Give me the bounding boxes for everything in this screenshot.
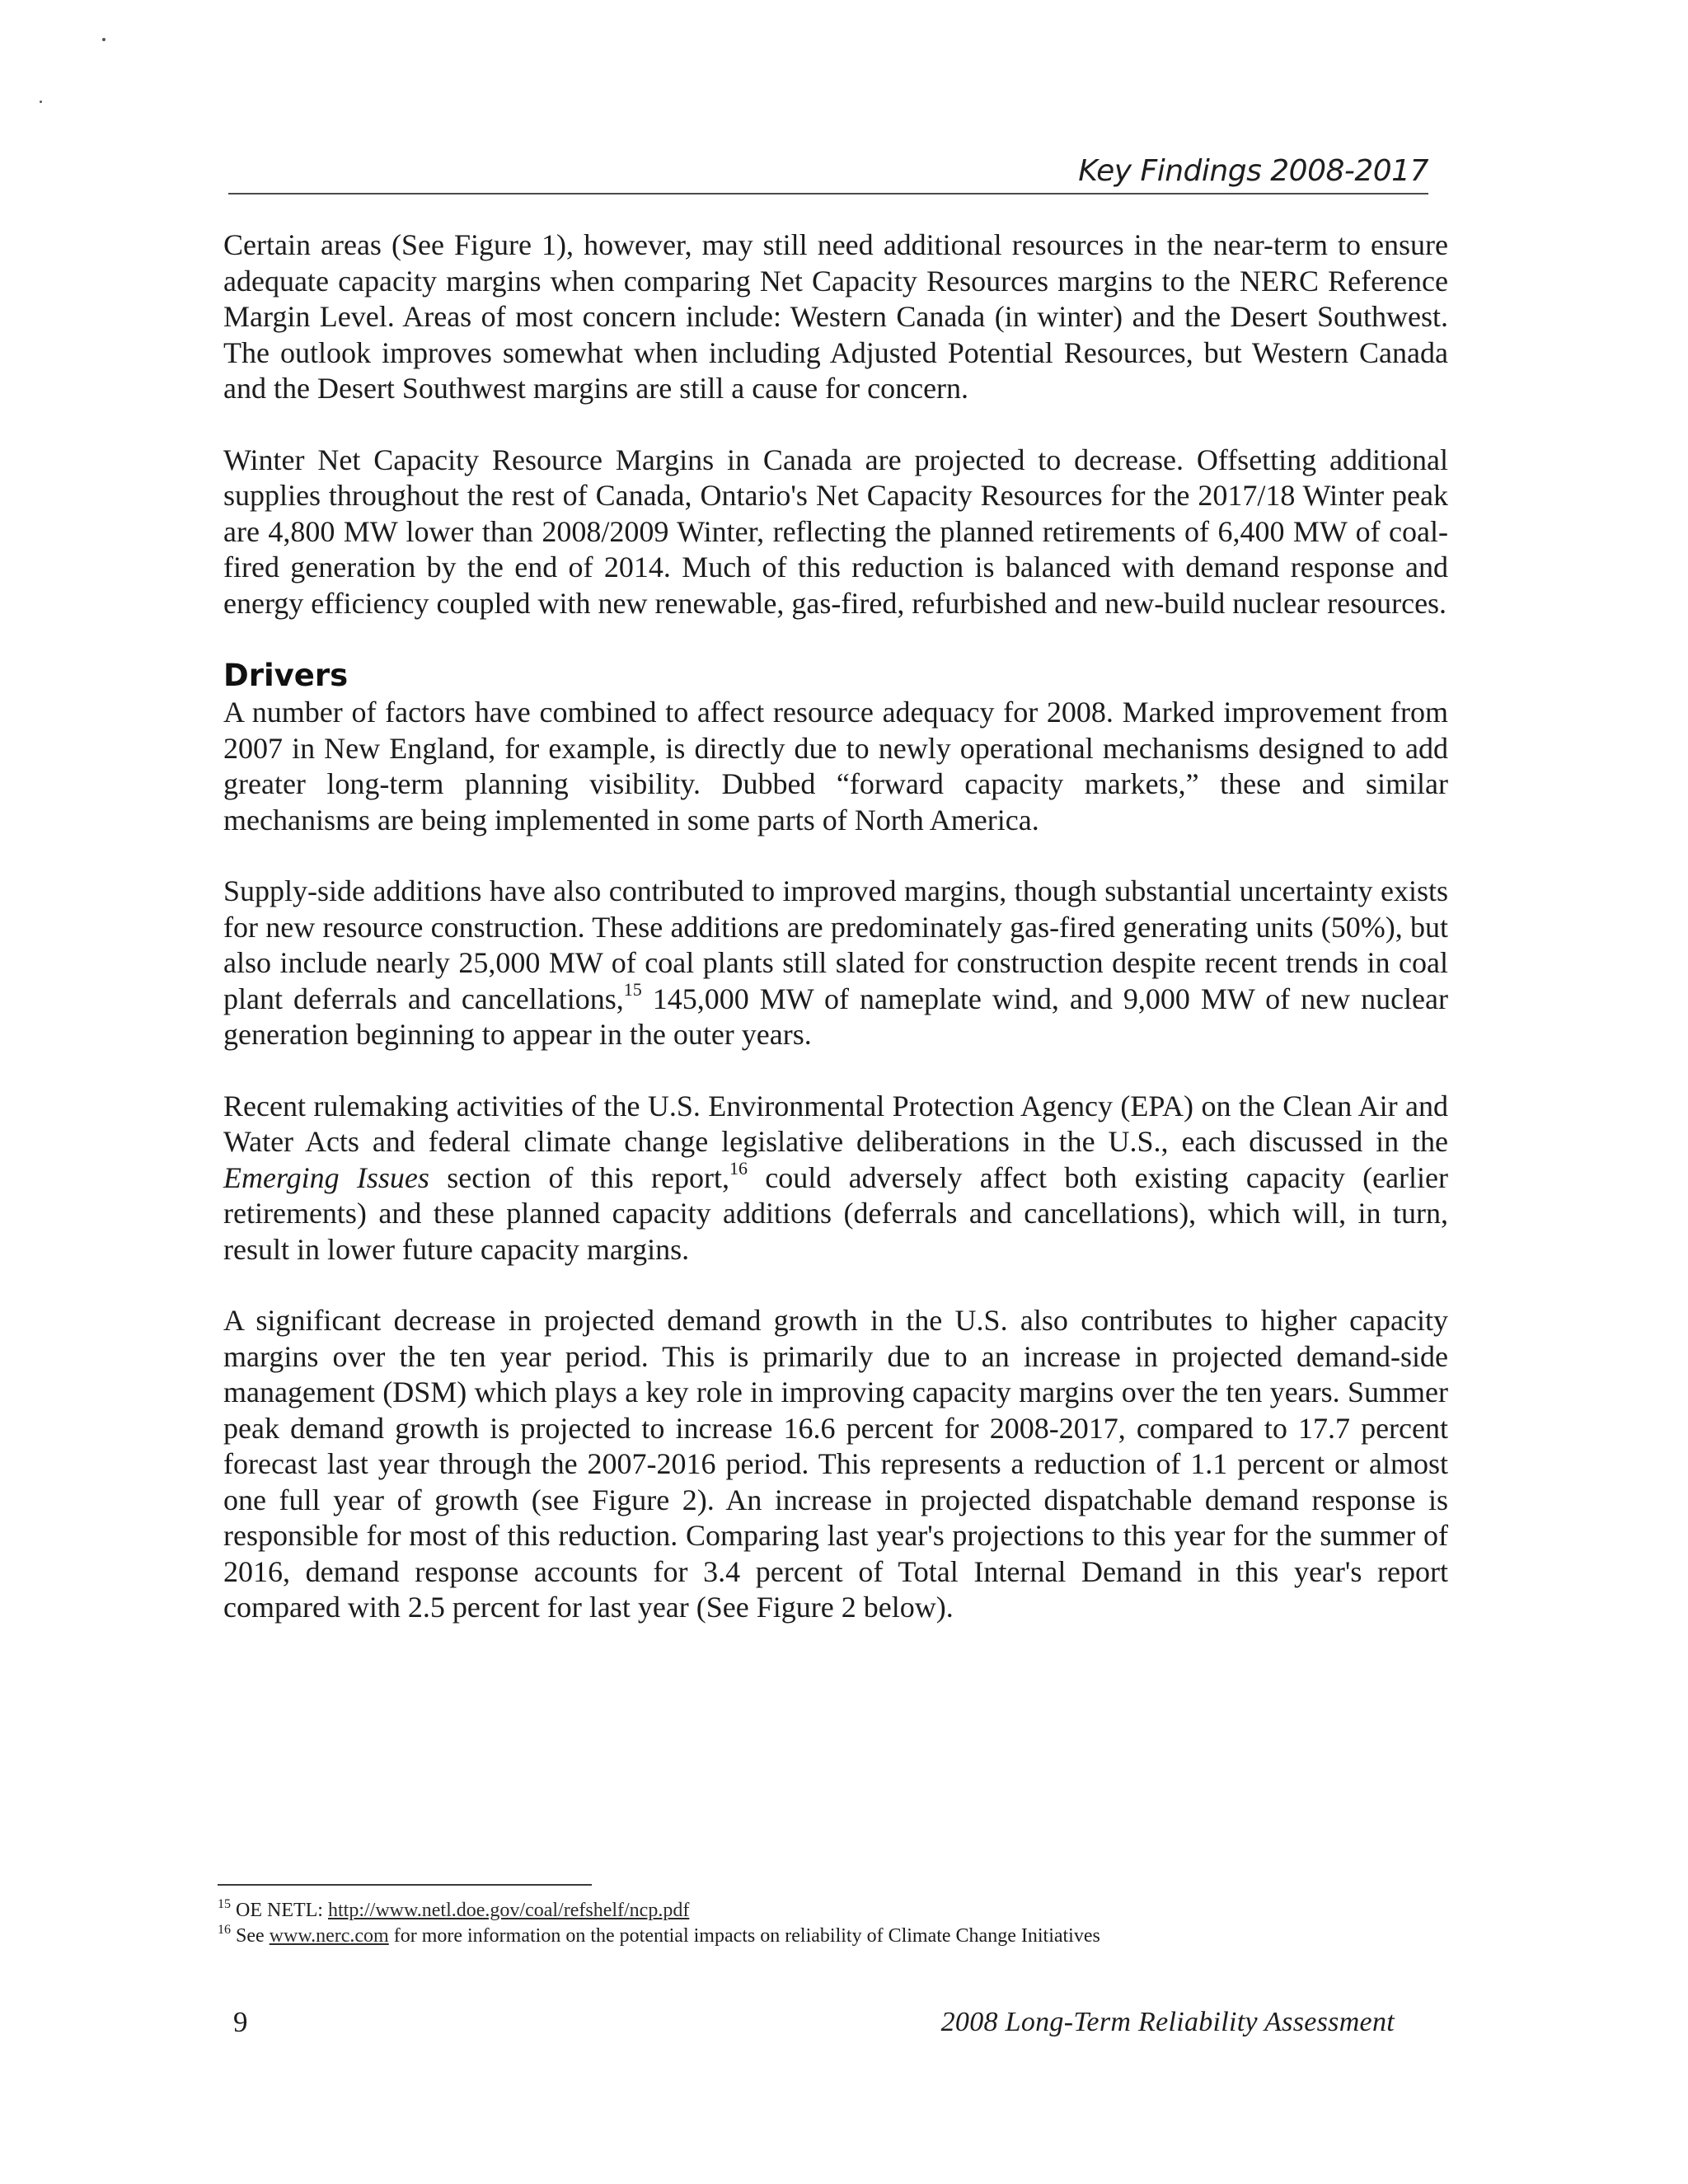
footnote-15 — [218, 1898, 1454, 1924]
section-heading-drivers: Drivers — [223, 658, 349, 693]
paragraph-forward-capacity: A number of factors have combined to affect resource adequacy for 2008. Marked improvement from 2007 in New England, for example, is directly due to newly operational mechanisms designed to add greater long-term planning visibility. Dubbed “forward capacity markets,” these and similar mechanisms are being implemented in some parts of North America. — [223, 696, 1448, 837]
body-text — [223, 227, 1448, 1661]
paragraph-text: Supply-side additions have also contributed to improved margins, though substantial uncertainty exists for new resource construction. These additions are predominately gas-fired generating units (50%), but also include nearly 25,000 MW of coal plants still slated for construction despite recent trends in coal plant deferrals and cancellations, — [223, 874, 1448, 1015]
footnote-ref-15[interactable]: 15 — [623, 978, 642, 1000]
paragraph-text: Recent rulemaking activities of the U.S. Environmental Protection Agency (EPA) on the Clean Air and Water Acts and federal climate change legislative deliberations in the U.S., each discussed in the — [223, 1089, 1448, 1158]
paragraph-text: could adversely affect both existing capacity (earlier retirements) and these planned capacity additions (deferrals and cancellations), which will, in turn, result in lower future capacity margins. — [223, 1160, 1449, 1266]
scan-speck — [40, 101, 42, 103]
footnote-number: 15 — [218, 1897, 231, 1911]
footnote-link-nerc[interactable]: www.nerc.com — [269, 1925, 389, 1947]
paragraph-text: section of this report, — [429, 1160, 730, 1194]
paragraph-epa-rulemaking — [223, 1089, 1448, 1268]
header-rule — [228, 193, 1428, 194]
footnote-16 — [218, 1924, 1454, 1949]
footnote-number: 16 — [218, 1923, 231, 1937]
paragraph-capacity-concerns: Certain areas (See Figure 1), however, may still need additional resources in the near-term to ensure adequate capacity margins when comparing Net Capacity Resources margins to the NERC Reference Margin Level. Areas of most concern include: Western Canada (in winter) and the Desert Southwest. The outlook improves somewhat when including Adjusted Potential Resources, but Western Canada and the Desert Southwest margins are still a cause for concern. — [223, 228, 1448, 405]
paragraph-text: 145,000 MW of nameplate wind, and 9,000 MW of new nuclear generation beginning to appear in the outer years. — [223, 982, 1448, 1051]
paragraph-canada-winter: Winter Net Capacity Resource Margins in Canada are projected to decrease. Offsetting additional supplies throughout the rest of Canada, Ontario's Net Capacity Resources for the 2017/18 Winter peak are 4,800 MW lower than 2008/2009 Winter, reflecting the planned retirements of 6,400 MW of coal-fired generation by the end of 2014. Much of this reduction is balanced with demand response and energy efficiency coupled with new renewable, gas-fired, refurbished and new-build nuclear resources. — [223, 443, 1448, 620]
footer-report-title: 2008 Long-Term Reliability Assessment — [940, 2007, 1395, 2037]
paragraph-supply-additions — [223, 874, 1448, 1053]
footnote-text: See — [236, 1925, 270, 1947]
footnote-text: OE NETL: — [236, 1900, 328, 1921]
emphasis-emerging-issues: Emerging Issues — [223, 1160, 429, 1194]
paragraph-demand-growth: A significant decrease in projected demand growth in the U.S. also contributes to higher capacity margins over the ten year period. This is primarily due to an increase in projected demand-side management (DSM) which plays a key role in improving capacity margins over the ten years. Summer peak demand growth is projected to increase 16.6 percent for 2008-2017, compared to 17.7 percent forecast last year through the 2007-2016 period. This represents a reduction of 1.1 percent or almost one full year of growth (see Figure 2). An increase in projected dispatchable demand response is responsible for most of this reduction. Comparing last year's projections to this year for the summer of 2016, demand response accounts for 3.4 percent of Total Internal Demand in this year's report compared with 2.5 percent for last year (See Figure 2 below). — [223, 1304, 1448, 1624]
running-header: Key Findings 2008-2017 — [1078, 154, 1428, 188]
page-number: 9 — [233, 2006, 248, 2038]
footnote-rule — [218, 1884, 592, 1886]
footnote-link-netl[interactable]: http://www.netl.doe.gov/coal/refshelf/ncp.pdf — [327, 1900, 690, 1921]
footnote-ref-16[interactable]: 16 — [729, 1157, 748, 1179]
footnotes — [218, 1898, 1454, 1949]
footnote-text: for more information on the potential impacts on reliability of Climate Change Initiatives — [388, 1925, 1100, 1947]
scan-speck — [102, 38, 106, 41]
